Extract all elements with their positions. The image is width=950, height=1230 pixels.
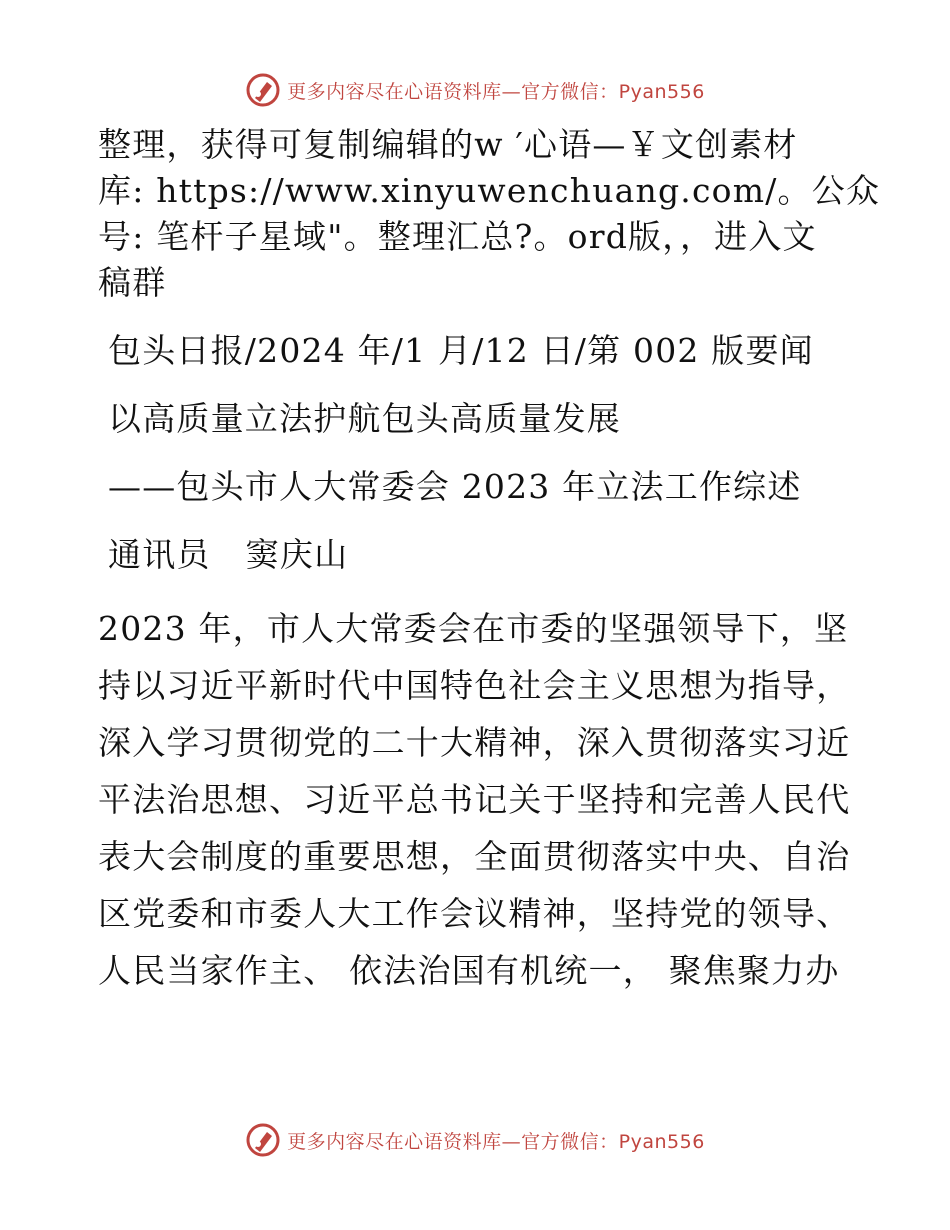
body-line: 2023 年，市人大常委会在市委的坚强领导下，坚 <box>98 609 849 648</box>
body-line: 表大会制度的重要思想，全面贯彻落实中央、自治 <box>98 837 851 876</box>
body-line: 持以习近平新时代中国特色社会主义思想为指导， <box>98 666 851 705</box>
banner-wechat-id: Pyan556 <box>618 1130 705 1153</box>
header-banner <box>0 70 950 110</box>
document-content <box>98 122 881 999</box>
body-paragraph <box>98 600 858 999</box>
source-line: 包头日报/2024 年/1 月/12 日/第 002 版要闻 <box>108 331 814 370</box>
byline: 通讯员 窦庆山 <box>108 535 349 574</box>
body-line: 深入学习贯彻党的二十大精神，深入贯彻落实习近 <box>98 723 851 762</box>
intro-line: 稿群 <box>98 263 167 302</box>
intro-line: 整理，获得可复制编辑的w ′心语—￥文创素材 <box>98 125 798 164</box>
banner-wechat-id: Pyan556 <box>618 80 705 103</box>
pen-logo-icon <box>245 72 281 108</box>
pen-logo-icon <box>245 1122 281 1158</box>
intro-paragraph <box>98 122 881 306</box>
body-line: 人民当家作主、 依法治国有机统一， 聚焦聚力办 <box>98 951 840 990</box>
banner-text: 更多内容尽在心语资料库—官方微信：Pyan556 <box>287 80 705 103</box>
body-line: 区党委和市委人大工作会议精神，坚持党的领导、 <box>98 894 851 933</box>
article-subtitle: ——包头市人大常委会 2023 年立法工作综述 <box>108 467 802 506</box>
intro-line: 号: 笔杆子星域"。整理汇总?。ord版，，进入文 <box>98 217 817 256</box>
footer-banner <box>0 1120 950 1160</box>
intro-line: 库: https://www.xinyuwenchuang.com/。公众 <box>98 171 881 210</box>
body-line: 平法治思想、习近平总书记关于坚持和完善人民代 <box>98 780 851 819</box>
banner-text: 更多内容尽在心语资料库—官方微信：Pyan556 <box>287 1130 705 1153</box>
article-title: 以高质量立法护航包头高质量发展 <box>108 399 621 438</box>
